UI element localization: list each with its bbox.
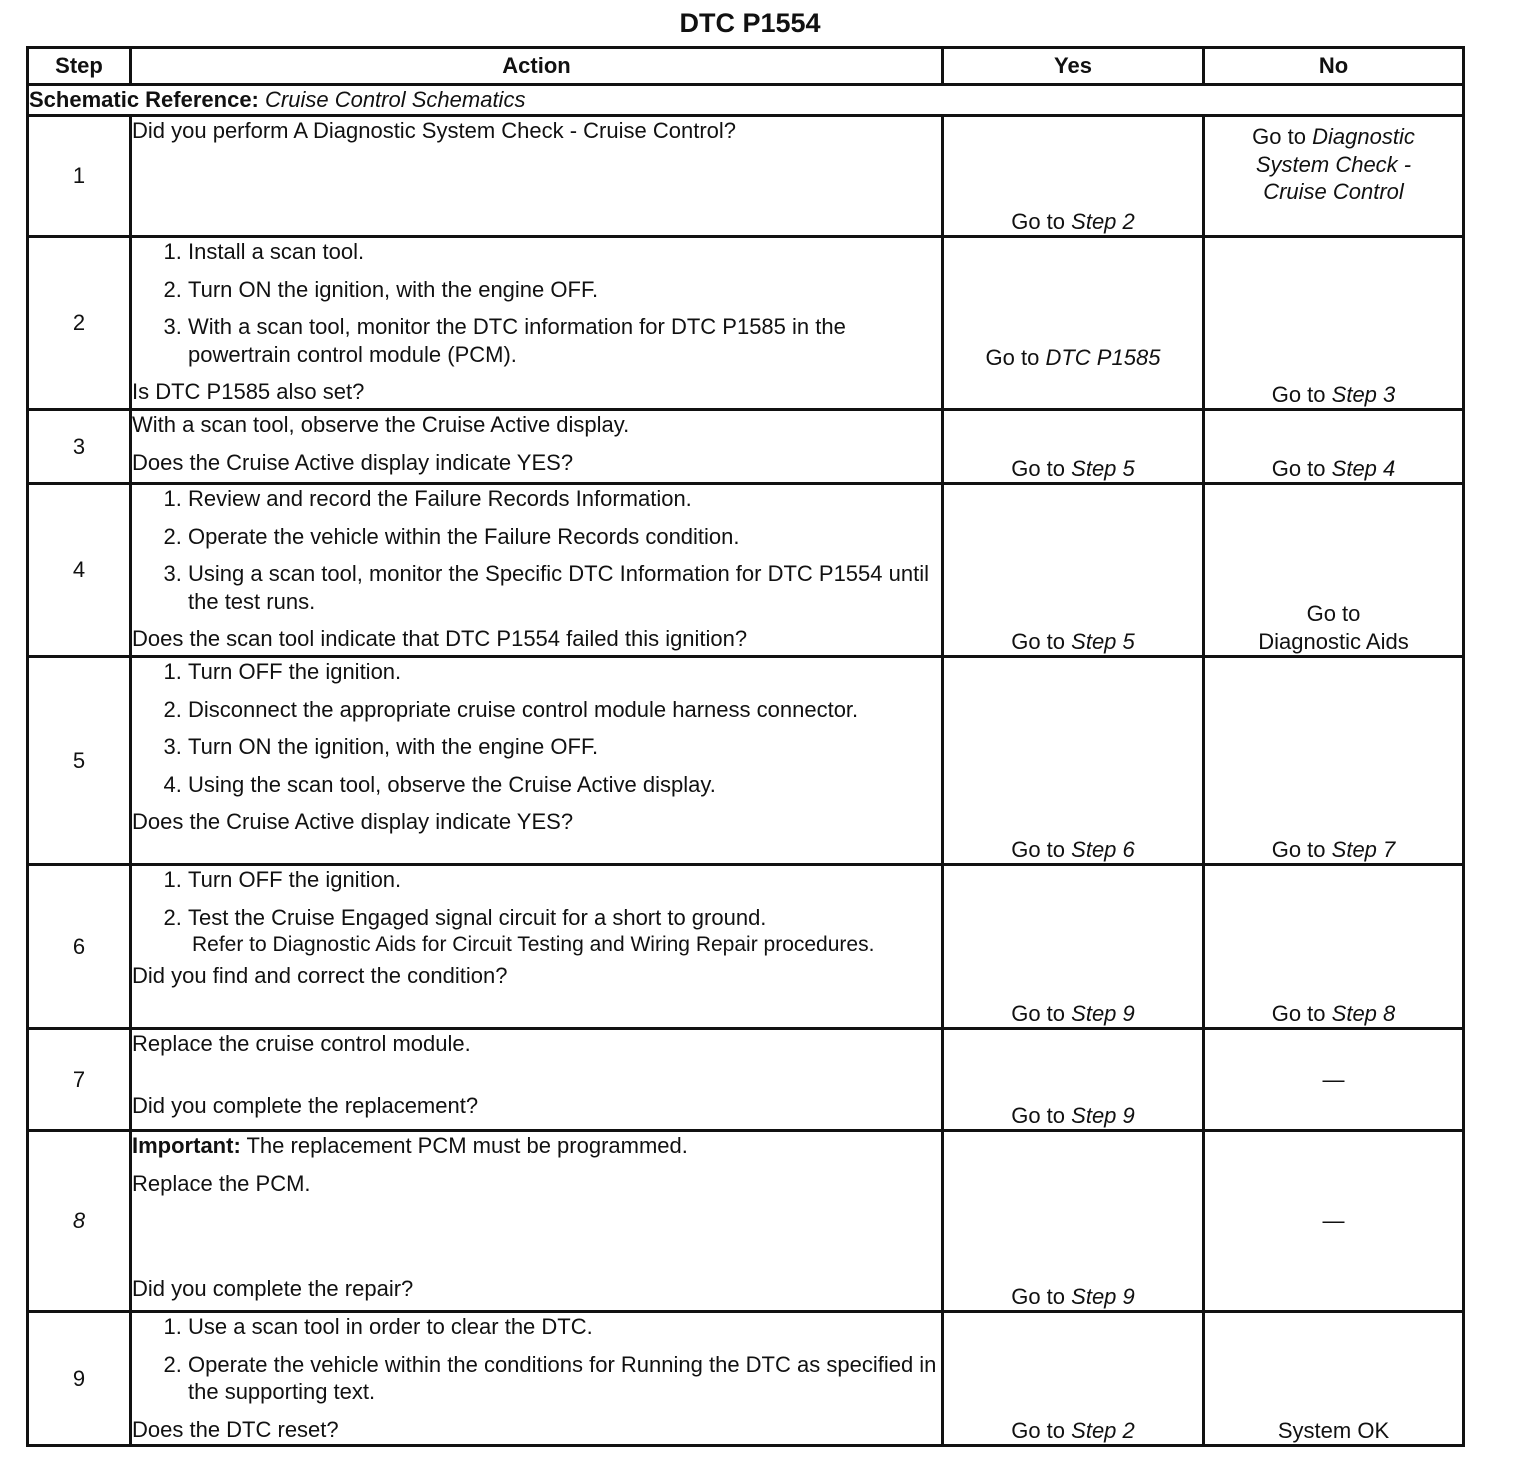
no-cell bbox=[1204, 1029, 1464, 1131]
no-diagnostic-aids-link[interactable]: Diagnostic Aids bbox=[1258, 628, 1409, 654]
no-value: — bbox=[1322, 1066, 1345, 1092]
yes-cell bbox=[943, 1312, 1204, 1446]
table-row bbox=[28, 657, 1464, 865]
action-step: 3. Using a scan tool, monitor the Specific DTC Information for DTC P1554 until the test runs. bbox=[188, 560, 941, 615]
action-cell bbox=[131, 410, 943, 484]
table-row bbox=[28, 1312, 1464, 1446]
no-step-link[interactable]: Step 7 bbox=[1331, 837, 1396, 862]
important-label: Important: bbox=[132, 1133, 241, 1158]
action-cell bbox=[131, 657, 943, 865]
action-step: 3. With a scan tool, monitor the DTC information for DTC P1585 in the powertrain control module (PCM). bbox=[188, 313, 941, 368]
yes-step-link[interactable]: Step 9 bbox=[1071, 1001, 1135, 1026]
action-step bbox=[188, 904, 941, 959]
action-step-text: Test the Cruise Engaged signal circuit for a short to ground. bbox=[188, 904, 767, 930]
action-question: Does the Cruise Active display indicate YES? bbox=[132, 809, 574, 834]
action-question: Does the DTC reset? bbox=[132, 1416, 339, 1442]
schematic-reference-row bbox=[28, 85, 1464, 116]
column-header-action: Action bbox=[131, 48, 943, 85]
dtc-table bbox=[26, 46, 1465, 1447]
no-cell bbox=[1204, 865, 1464, 1029]
yes-prefix: Go to bbox=[1011, 1418, 1066, 1443]
yes-prefix: Go to bbox=[1011, 456, 1066, 481]
no-prefix: Go to bbox=[1306, 601, 1361, 626]
action-step: 2. Operate the vehicle within the Failure Records condition. bbox=[188, 523, 941, 551]
table-row bbox=[28, 484, 1464, 657]
action-question: Did you complete the repair? bbox=[132, 1276, 414, 1301]
yes-cell bbox=[943, 865, 1204, 1029]
table-row bbox=[28, 116, 1464, 237]
yes-cell bbox=[943, 1029, 1204, 1131]
action-steps bbox=[132, 238, 941, 368]
action-step: 2. Disconnect the appropriate cruise control module harness connector. bbox=[188, 696, 941, 724]
step-number: 3 bbox=[28, 410, 131, 484]
no-cell bbox=[1204, 1131, 1464, 1312]
action-question: Did you complete the replacement? bbox=[132, 1092, 479, 1118]
no-value: — bbox=[1322, 1208, 1345, 1233]
no-prefix: Go to bbox=[1271, 456, 1326, 481]
column-header-step: Step bbox=[28, 48, 131, 85]
action-step: 1. Turn OFF the ignition. bbox=[188, 658, 941, 686]
action-question: Does the Cruise Active display indicate YES? bbox=[132, 449, 574, 475]
no-cell bbox=[1204, 116, 1464, 237]
yes-prefix: Go to bbox=[1011, 1001, 1066, 1026]
action-cell bbox=[131, 865, 943, 1029]
table-row bbox=[28, 237, 1464, 410]
yes-step-link[interactable]: Step 6 bbox=[1071, 837, 1135, 862]
action-line: With a scan tool, observe the Cruise Active display. bbox=[132, 412, 630, 437]
no-cell bbox=[1204, 237, 1464, 410]
action-question: Did you find and correct the condition? bbox=[132, 963, 508, 989]
no-step-link[interactable]: Step 8 bbox=[1331, 1001, 1396, 1026]
step-number: 5 bbox=[28, 657, 131, 865]
step-number: 1 bbox=[28, 116, 131, 237]
yes-step-link[interactable]: Step 5 bbox=[1071, 629, 1135, 654]
action-step: 3. Turn ON the ignition, with the engine OFF. bbox=[188, 733, 941, 761]
action-cell bbox=[131, 1029, 943, 1131]
no-prefix: Go to bbox=[1271, 1001, 1326, 1026]
important-text: The replacement PCM must be programmed. bbox=[246, 1133, 688, 1158]
action-question: Did you perform A Diagnostic System Check - Cruise Control? bbox=[132, 118, 737, 143]
action-step: 1. Review and record the Failure Records Information. bbox=[188, 485, 941, 513]
action-step: 2. Turn ON the ignition, with the engine OFF. bbox=[188, 276, 941, 304]
step-number: 4 bbox=[28, 484, 131, 657]
yes-prefix: Go to bbox=[1011, 1284, 1066, 1309]
action-question: Does the scan tool indicate that DTC P1554 failed this ignition? bbox=[132, 626, 748, 651]
action-line: Replace the PCM. bbox=[132, 1170, 311, 1196]
column-header-yes: Yes bbox=[943, 48, 1204, 85]
action-steps bbox=[132, 866, 941, 958]
no-value: System OK bbox=[1277, 1418, 1390, 1443]
action-cell bbox=[131, 116, 943, 237]
no-cell bbox=[1204, 1312, 1464, 1446]
yes-dtc-link[interactable]: DTC P1585 bbox=[1045, 345, 1161, 370]
action-steps bbox=[132, 485, 941, 615]
page-title: DTC P1554 bbox=[679, 8, 821, 38]
no-cell bbox=[1204, 410, 1464, 484]
step-number: 9 bbox=[28, 1312, 131, 1446]
yes-prefix: Go to bbox=[985, 345, 1040, 370]
no-step-link[interactable]: Step 4 bbox=[1331, 456, 1396, 481]
no-procedure-link[interactable]: Diagnostic System Check - Cruise Control bbox=[1255, 124, 1415, 204]
yes-cell bbox=[943, 484, 1204, 657]
action-line: Replace the cruise control module. bbox=[132, 1031, 471, 1056]
action-cell bbox=[131, 1131, 943, 1312]
no-prefix: Go to bbox=[1252, 124, 1306, 149]
action-steps bbox=[132, 1313, 941, 1406]
no-step-link[interactable]: Step 3 bbox=[1331, 382, 1396, 407]
no-prefix: Go to bbox=[1271, 837, 1326, 862]
yes-step-link[interactable]: Step 2 bbox=[1071, 1418, 1135, 1443]
action-cell bbox=[131, 484, 943, 657]
action-step-note: Refer to Diagnostic Aids for Circuit Testing and Wiring Repair procedures. bbox=[192, 933, 875, 956]
step-number: 7 bbox=[28, 1029, 131, 1131]
yes-step-link[interactable]: Step 9 bbox=[1071, 1284, 1135, 1309]
table-row bbox=[28, 865, 1464, 1029]
no-cell bbox=[1204, 657, 1464, 865]
action-steps bbox=[132, 658, 941, 798]
action-cell bbox=[131, 237, 943, 410]
header-row bbox=[28, 48, 1464, 85]
yes-prefix: Go to bbox=[1011, 209, 1066, 234]
action-cell bbox=[131, 1312, 943, 1446]
step-number: 8 bbox=[28, 1131, 131, 1312]
yes-step-link[interactable]: Step 9 bbox=[1071, 1103, 1135, 1128]
schematic-reference bbox=[28, 85, 1464, 116]
yes-prefix: Go to bbox=[1011, 837, 1066, 862]
action-question: Is DTC P1585 also set? bbox=[132, 379, 365, 404]
yes-prefix: Go to bbox=[1011, 1103, 1066, 1128]
important-note bbox=[132, 1132, 941, 1160]
yes-cell bbox=[943, 1131, 1204, 1312]
table-row bbox=[28, 410, 1464, 484]
step-number: 6 bbox=[28, 865, 131, 1029]
yes-step-link[interactable]: Step 5 bbox=[1071, 456, 1135, 481]
table-row bbox=[28, 1131, 1464, 1312]
column-header-no: No bbox=[1204, 48, 1464, 85]
yes-step-link[interactable]: Step 2 bbox=[1071, 209, 1135, 234]
action-step: 4. Using the scan tool, observe the Cruise Active display. bbox=[188, 771, 941, 799]
action-step: 1. Install a scan tool. bbox=[188, 238, 941, 266]
yes-cell bbox=[943, 116, 1204, 237]
no-cell bbox=[1204, 484, 1464, 657]
action-step: 2. Operate the vehicle within the conditions for Running the DTC as specified in the supporting text. bbox=[188, 1351, 941, 1406]
schematic-reference-label: Schematic Reference: bbox=[29, 87, 259, 112]
action-step: 1. Use a scan tool in order to clear the DTC. bbox=[188, 1313, 941, 1341]
yes-cell bbox=[943, 237, 1204, 410]
table-row bbox=[28, 1029, 1464, 1131]
yes-cell bbox=[943, 657, 1204, 865]
yes-prefix: Go to bbox=[1011, 629, 1066, 654]
yes-cell bbox=[943, 410, 1204, 484]
step-number: 2 bbox=[28, 237, 131, 410]
schematic-reference-link[interactable]: Cruise Control Schematics bbox=[265, 87, 526, 112]
no-prefix: Go to bbox=[1271, 382, 1326, 407]
action-step: 1. Turn OFF the ignition. bbox=[188, 866, 941, 894]
